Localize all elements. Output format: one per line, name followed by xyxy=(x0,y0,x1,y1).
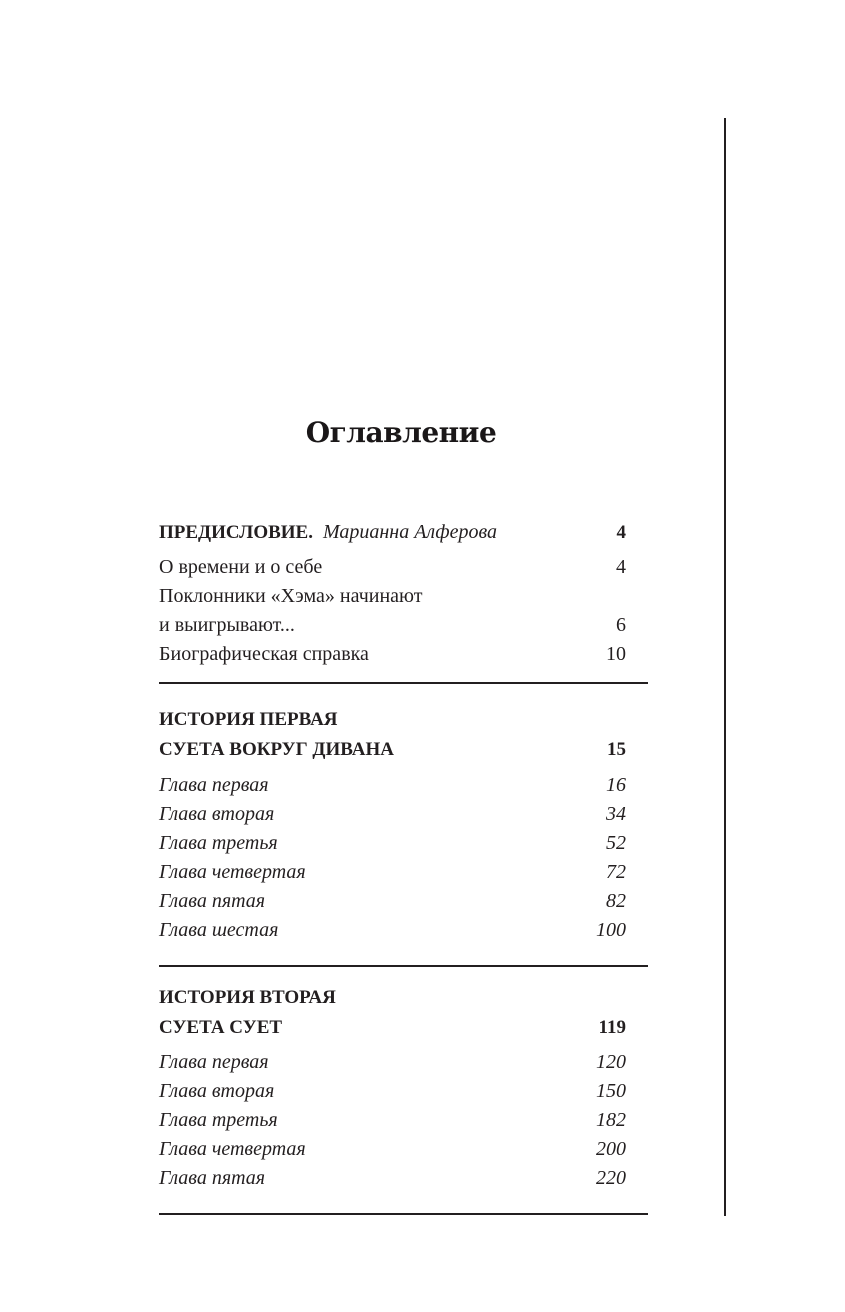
entry-label: Глава пятая xyxy=(159,1167,266,1189)
entry-label: Глава пятая xyxy=(159,890,266,912)
page-number: 4 xyxy=(616,556,626,578)
toc-entry[interactable] xyxy=(159,553,626,581)
chapter-entry[interactable] xyxy=(159,1077,626,1105)
page-number: 15 xyxy=(607,739,626,760)
chapter-entry[interactable] xyxy=(159,887,626,915)
page-number: 220 xyxy=(596,1167,626,1189)
entry-label: Глава четвертая xyxy=(159,1138,306,1160)
toc-entry[interactable] xyxy=(159,611,626,639)
entry-label: Глава шестая xyxy=(159,919,279,941)
preface-author: Марианна Алферова xyxy=(322,521,497,543)
story1-heading-line1[interactable]: ИСТОРИЯ ПЕРВАЯ xyxy=(159,709,338,730)
entry-label: Глава вторая xyxy=(159,803,275,825)
page-title: Оглавление xyxy=(305,415,497,449)
entry-label: Глава третья xyxy=(159,1109,278,1131)
entry-label: Биографическая справка xyxy=(159,643,369,665)
entry-label: Глава четвертая xyxy=(159,861,306,883)
toc-entry[interactable] xyxy=(159,640,626,668)
page-number: 150 xyxy=(596,1080,626,1102)
page-number: 6 xyxy=(616,614,626,636)
chapter-entry[interactable] xyxy=(159,1106,626,1134)
story2-heading-line1[interactable]: ИСТОРИЯ ВТОРАЯ xyxy=(159,987,336,1008)
page-number: 4 xyxy=(616,522,626,543)
chapter-entry[interactable] xyxy=(159,829,626,857)
page-number: 52 xyxy=(606,832,626,854)
preface-heading: ПРЕДИСЛОВИЕ. xyxy=(159,522,313,543)
page-number: 72 xyxy=(606,861,626,883)
chapter-entry[interactable] xyxy=(159,1135,626,1163)
section-divider xyxy=(159,1213,648,1215)
chapter-entry[interactable] xyxy=(159,858,626,886)
entry-label: Глава первая xyxy=(159,1051,269,1073)
chapter-entry[interactable] xyxy=(159,916,626,944)
entry-label: Глава вторая xyxy=(159,1080,275,1102)
entry-label: и выигрывают... xyxy=(159,614,295,636)
page-number: 120 xyxy=(596,1051,626,1073)
toc-entry[interactable] xyxy=(159,582,626,610)
page-number: 182 xyxy=(596,1109,626,1131)
page-number: 34 xyxy=(606,803,626,825)
story2-heading-line2[interactable]: СУЕТА СУЕТ 119 xyxy=(159,1014,626,1042)
chapter-entry[interactable] xyxy=(159,1164,626,1192)
entry-label: Поклонники «Хэма» начинают xyxy=(159,585,423,607)
page-number: 16 xyxy=(606,774,626,796)
entry-label: Глава третья xyxy=(159,832,278,854)
section-divider xyxy=(159,965,648,967)
entry-label: О времени и о себе xyxy=(159,556,323,578)
chapter-entry[interactable] xyxy=(159,1048,626,1076)
entry-label: Глава первая xyxy=(159,774,269,796)
page-number: 119 xyxy=(598,1017,626,1038)
chapter-entry[interactable] xyxy=(159,800,626,828)
page-edge-line xyxy=(724,118,726,1216)
page-number: 10 xyxy=(606,643,626,665)
section-divider xyxy=(159,682,648,684)
toc-entry-preface[interactable] xyxy=(159,518,626,546)
page-number: 82 xyxy=(606,890,626,912)
chapter-entry[interactable] xyxy=(159,771,626,799)
page-number: 200 xyxy=(596,1138,626,1160)
page-number: 100 xyxy=(596,919,626,941)
story1-heading-line2[interactable]: СУЕТА ВОКРУГ ДИВАНА 15 xyxy=(159,736,626,764)
